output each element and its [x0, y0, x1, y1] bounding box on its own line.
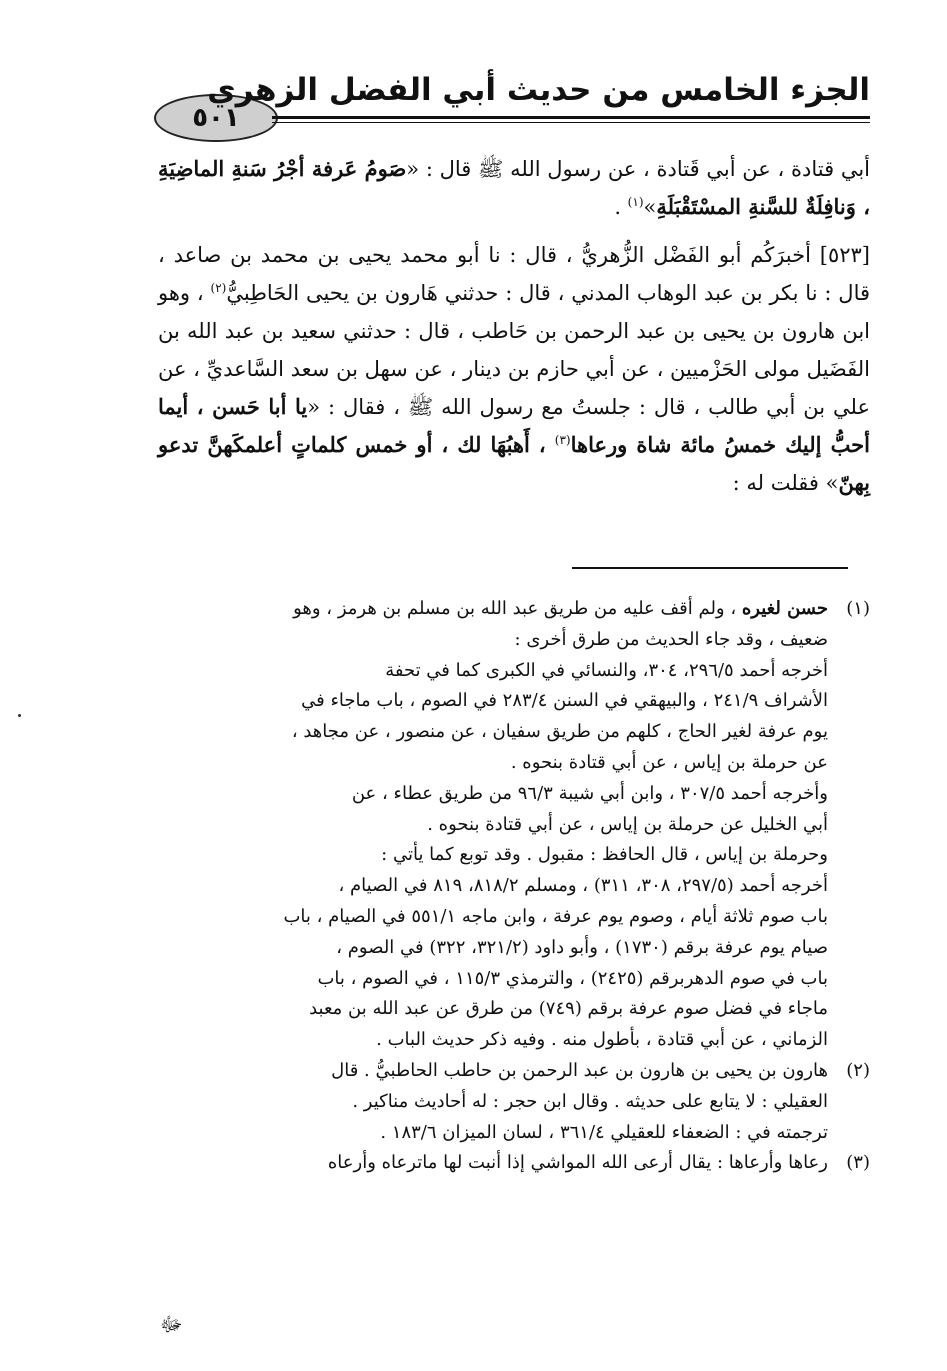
page-number: ٥٠١ [192, 103, 240, 133]
footnote-line: ترجمته في : الضعفاء للعقيلي ٣٦١/٤ ، لسان الميزان ١٨٣/٦ . [380, 1121, 828, 1143]
text-run: . [614, 195, 628, 219]
footnote-number: (١) [846, 598, 870, 619]
footnote-line: العقيلي : لا يتابع على حديثه . وقال ابن حجر : له أحاديث مناكير . [352, 1090, 828, 1112]
footnote-line: صيام يوم عرفة برقم (١٧٣٠) ، وأبو داود (٣٢١/٢، ٣٢٢) في الصوم ، [336, 936, 828, 958]
footnote-3 [158, 1148, 870, 1179]
footnote-line: وحرملة بن إياس ، قال الحافظ : مقبول . وقد توبع كما يأتي : [381, 844, 828, 866]
footnote-line: باب صوم ثلاثة أيام ، وصوم يوم عرفة ، وابن ماجه ٥٥١/١ في الصيام ، باب [283, 905, 828, 927]
paragraph-hadith-522-end [158, 150, 870, 226]
running-title: الجزء الخامس من حديث أبي الفضل الزهري [207, 72, 870, 108]
isnad-text: ، وهو ابن هارون بن يحيى بن عبد الرحمن بن حَاطب ، قال : حدثني سعيد بن عبد الله بن الفَضَيل مولى الحَزْميين ، عن أبي حازم بن دينار ، عن سهل بن سعد السَّاعديِّ ، عن علي بن أبي طالب ، قال : جلستُ مع رسول الله ﷺ ، فقال : « [157, 281, 870, 419]
footnote-line [158, 594, 828, 625]
footnote-line-text: ، ولم أقف عليه من طريق عبد الله بن مسلم بن هرمز ، وهو [293, 598, 742, 619]
header-rule-thick [272, 116, 870, 119]
catchword-mark: ﷻ [160, 1312, 183, 1336]
hadith-text: صَومُ عَرفة أجْرُ سَنةِ الماضِيَةِ ، وَنافِلَةٌ للسَّنةِ المسْتَقْبَلَةِ [158, 156, 870, 219]
scan-speck [18, 714, 21, 717]
footnote-body [158, 594, 828, 1056]
footnote-marker: (٣) [554, 433, 571, 447]
footnote-line: باب في صوم الدهربرقم (٢٤٢٥) ، والترمذي ١١٥/٣ ، في الصوم ، باب [317, 967, 828, 989]
footnote-number: (٣) [846, 1152, 870, 1174]
footnote-body [158, 1148, 828, 1179]
footnote-line: الزماني ، عن أبي قتادة ، بأطول منه . وفيه ذكر حديث الباب . [376, 1029, 828, 1051]
footnote-line: أخرجه أحمد (٢٩٧/٥، ٣٠٨، ٣١١) ، ومسلم ٨١٨/٢، ٨١٩ في الصيام ، [338, 875, 828, 897]
footnote-line: عن حرملة بن إياس ، عن أبي قتادة بنحوه . [510, 751, 828, 773]
footnote-line: وأخرجه أحمد ٣٠٧/٥ ، وابن أبي شيبة ٩٦/٣ من طريق عطاء ، عن [351, 782, 828, 804]
page-header [150, 68, 870, 144]
text-run: » فقلت له : [732, 471, 839, 495]
hadith-text: ، أَهبُهَا لك ، أو خمس كلماتٍ أعلمكَهنَّ تدعو بِهنّ [158, 432, 870, 495]
footnote-2 [158, 1056, 870, 1148]
text-run: أبي قتادة ، عن أبي قَتادة ، عن رسول الله ﷺ قال : « [406, 157, 870, 181]
footnote-line: رعاها وأرعاها : يقال أرعى الله المواشي إذا أنبت لها ماترعاه وأرعاه [327, 1152, 828, 1174]
footnote-line: ضعيف ، وقد جاء الحديث من طرق أخرى : [514, 628, 828, 650]
main-text [158, 150, 870, 512]
footnote-number: (٢) [846, 1059, 870, 1081]
footnote-1 [158, 594, 870, 1056]
paragraph-hadith-523 [158, 236, 870, 502]
footnote-line: أبي الخليل عن حرملة بن إياس ، عن أبي قتادة بنحوه . [427, 813, 828, 835]
header-rule-thin [272, 122, 870, 123]
footnote-marker: (٢) [210, 281, 227, 295]
footnote-line: ماجاء في فضل صوم عرفة برقم (٧٤٩) من طرق عن عبد الله بن معبد [309, 998, 828, 1020]
isnad-text: [٥٢٣] أخبرَكُم أبو الفَضْل الزُّهريُّ ، قال : نا أبو محمد يحيى بن محمد بن صاعد ، قال : نا بكر بن عبد الوهاب المدني ، قال : حدثني هَارون بن يحيى الحَاطِبيُّ [158, 243, 871, 305]
hadith-text: يا أبا حَسن ، أيما أحبُّ إليك خمسُ مائة شاة ورعاها [158, 394, 871, 457]
footnote-line: أخرجه أحمد ٢٩٦/٥، ٣٠٤، والنسائي في الكبرى كما في تحفة [385, 659, 828, 681]
footnote-marker: (١) [627, 195, 644, 209]
footnote-separator [572, 567, 848, 569]
footnote-line: الأشراف ٢٤١/٩ ، والبيهقي في السنن ٢٨٣/٤ في الصوم ، باب ماجاء في [301, 690, 828, 712]
footnotes [158, 594, 870, 1179]
footnote-body [158, 1056, 828, 1148]
grading-label: حسن لغيره [741, 598, 828, 619]
footnote-line: يوم عرفة لغير الحاج ، كلهم من طريق سفيان ، عن منصور ، عن مجاهد ، [291, 721, 828, 743]
text-run: » [643, 195, 657, 219]
footnote-line: هارون بن يحيى بن هارون بن عبد الرحمن بن حاطب الحاطبيُّ . قال [331, 1059, 828, 1081]
